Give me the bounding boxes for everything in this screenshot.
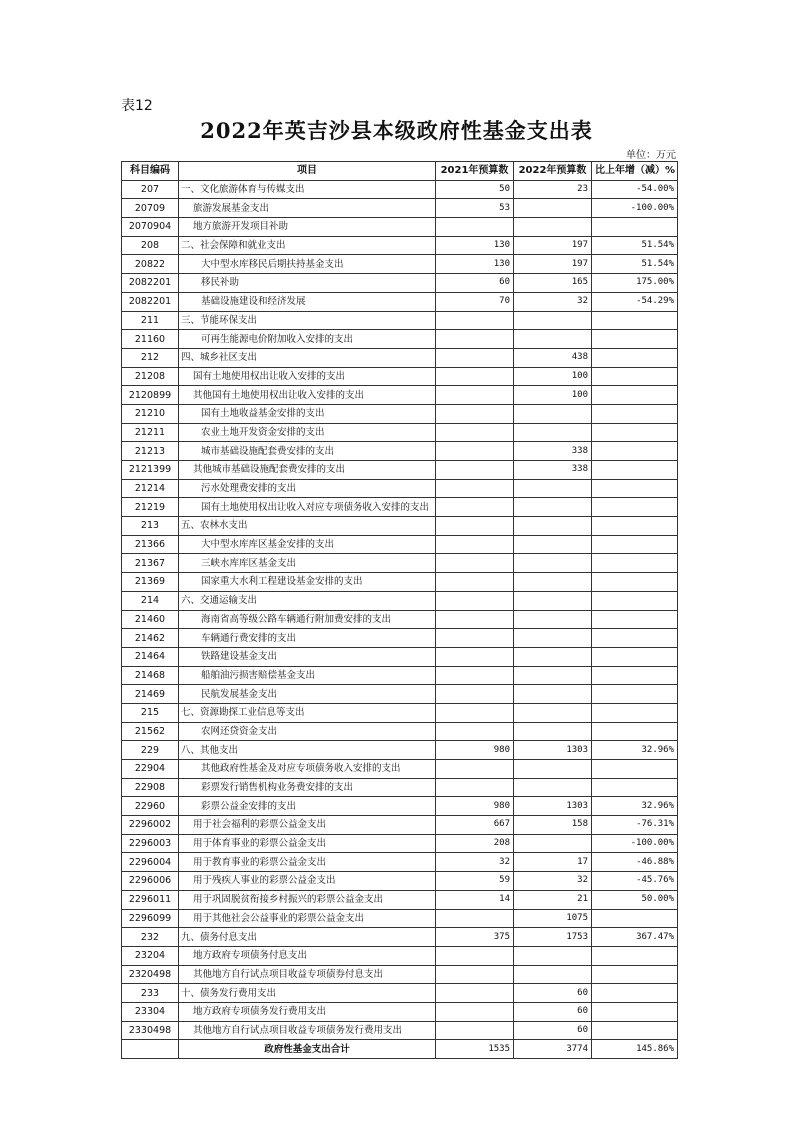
total-row	[122, 1040, 678, 1059]
row-2022-value: 1303	[514, 741, 592, 760]
row-code: 22908	[122, 778, 179, 797]
row-2022-value	[514, 778, 592, 797]
row-item-name: 移民补助	[179, 274, 436, 293]
row-code: 2320498	[122, 965, 179, 984]
table-row	[122, 1002, 678, 1021]
row-2022-value: 60	[514, 984, 592, 1003]
row-code: 2296002	[122, 816, 179, 835]
table-row	[122, 778, 678, 797]
unit-label: 单位：万元	[626, 150, 676, 161]
row-code: 207	[122, 180, 179, 199]
row-2022-value	[514, 629, 592, 648]
row-2021-value	[436, 573, 514, 592]
table-row	[122, 666, 678, 685]
row-2022-value	[514, 330, 592, 349]
row-item-name: 大中型水库移民后期扶持基金支出	[179, 255, 436, 274]
row-2022-value: 32	[514, 292, 592, 311]
row-2022-value: 197	[514, 236, 592, 255]
row-change-value	[592, 573, 678, 592]
table-row	[122, 292, 678, 311]
row-2022-value	[514, 760, 592, 779]
row-2022-value: 100	[514, 386, 592, 405]
row-2022-value	[514, 591, 592, 610]
row-code: 21160	[122, 330, 179, 349]
row-2021-value	[436, 647, 514, 666]
row-2021-value: 50	[436, 180, 514, 199]
table-row	[122, 199, 678, 218]
table-row	[122, 722, 678, 741]
row-change-value	[592, 909, 678, 928]
row-2022-value: 1303	[514, 797, 592, 816]
table-row	[122, 423, 678, 442]
table-row	[122, 890, 678, 909]
row-2022-value	[514, 554, 592, 573]
row-change-value: 32.96%	[592, 797, 678, 816]
row-2021-value	[436, 461, 514, 480]
row-change-value	[592, 404, 678, 423]
table-row	[122, 984, 678, 1003]
row-code: 2296006	[122, 872, 179, 891]
table-row	[122, 218, 678, 237]
row-code: 229	[122, 741, 179, 760]
table-row	[122, 797, 678, 816]
row-item-name: 污水处理费安排的支出	[179, 479, 436, 498]
row-2021-value: 667	[436, 816, 514, 835]
row-change-value: -100.00%	[592, 834, 678, 853]
row-item-name: 用于残疾人事业的彩票公益金支出	[179, 872, 436, 891]
row-change-value	[592, 554, 678, 573]
table-row	[122, 591, 678, 610]
row-change-value	[592, 535, 678, 554]
row-code: 21211	[122, 423, 179, 442]
budget-table	[121, 161, 678, 1059]
header-code: 科目编码	[122, 162, 179, 181]
row-item-name: 二、社会保障和就业支出	[179, 236, 436, 255]
row-change-value	[592, 1021, 678, 1040]
row-2021-value	[436, 498, 514, 517]
row-2022-value	[514, 404, 592, 423]
table-row	[122, 236, 678, 255]
row-2022-value: 1753	[514, 928, 592, 947]
row-2021-value	[436, 666, 514, 685]
row-2021-value	[436, 348, 514, 367]
row-item-name: 用于其他社会公益事业的彩票公益金支出	[179, 909, 436, 928]
row-2022-value: 21	[514, 890, 592, 909]
row-change-value: -54.29%	[592, 292, 678, 311]
row-2021-value	[436, 629, 514, 648]
row-item-name: 可再生能源电价附加收入安排的支出	[179, 330, 436, 349]
row-2021-value: 130	[436, 255, 514, 274]
row-item-name: 农业土地开发资金安排的支出	[179, 423, 436, 442]
row-2021-value: 980	[436, 741, 514, 760]
table-row	[122, 853, 678, 872]
row-2022-value	[514, 423, 592, 442]
row-code: 20822	[122, 255, 179, 274]
table-row	[122, 180, 678, 199]
row-item-name: 一、文化旅游体育与传媒支出	[179, 180, 436, 199]
row-change-value: -76.31%	[592, 816, 678, 835]
row-2021-value: 53	[436, 199, 514, 218]
row-item-name: 国有土地使用权出让收入对应专项债务收入安排的支出	[179, 498, 436, 517]
row-item-name: 民航发展基金支出	[179, 685, 436, 704]
row-2022-value: 338	[514, 442, 592, 461]
row-2021-value	[436, 760, 514, 779]
row-item-name: 国有土地使用权出让收入安排的支出	[179, 367, 436, 386]
row-2021-value	[436, 404, 514, 423]
table-row	[122, 573, 678, 592]
row-change-value	[592, 386, 678, 405]
row-2022-value	[514, 685, 592, 704]
table-row	[122, 909, 678, 928]
row-2021-value: 14	[436, 890, 514, 909]
row-item-name: 三峡水库库区基金支出	[179, 554, 436, 573]
table-header-row	[122, 162, 678, 181]
row-2021-value	[436, 367, 514, 386]
row-change-value	[592, 498, 678, 517]
total-2022: 3774	[514, 1040, 592, 1059]
row-change-value	[592, 685, 678, 704]
row-change-value: 367.47%	[592, 928, 678, 947]
row-2022-value	[514, 834, 592, 853]
table-row	[122, 703, 678, 722]
row-item-name: 海南省高等级公路车辆通行附加费安排的支出	[179, 610, 436, 629]
row-2021-value	[436, 330, 514, 349]
row-change-value	[592, 1002, 678, 1021]
row-code: 21462	[122, 629, 179, 648]
header-2021: 2021年预算数	[436, 162, 514, 181]
table-number: 表12	[121, 98, 153, 114]
row-code: 21210	[122, 404, 179, 423]
row-2022-value: 197	[514, 255, 592, 274]
row-2021-value	[436, 442, 514, 461]
row-item-name: 其他地方自行试点项目收益专项债券付息支出	[179, 965, 436, 984]
row-2021-value	[436, 591, 514, 610]
row-item-name: 其他地方自行试点项目收益专项债务发行费用支出	[179, 1021, 436, 1040]
total-code-cell	[122, 1040, 179, 1059]
row-item-name: 彩票发行销售机构业务费安排的支出	[179, 778, 436, 797]
table-row	[122, 647, 678, 666]
row-code: 2070904	[122, 218, 179, 237]
total-change: 145.86%	[592, 1040, 678, 1059]
row-code: 21219	[122, 498, 179, 517]
row-2022-value	[514, 965, 592, 984]
row-item-name: 其他国有土地使用权出让收入安排的支出	[179, 386, 436, 405]
row-2021-value	[436, 218, 514, 237]
row-change-value	[592, 311, 678, 330]
row-code: 214	[122, 591, 179, 610]
row-change-value	[592, 330, 678, 349]
row-code: 20709	[122, 199, 179, 218]
row-2021-value	[436, 946, 514, 965]
table-row	[122, 629, 678, 648]
row-change-value: 32.96%	[592, 741, 678, 760]
row-change-value: -54.00%	[592, 180, 678, 199]
row-item-name: 国家重大水利工程建设基金安排的支出	[179, 573, 436, 592]
row-item-name: 七、资源勘探工业信息等支出	[179, 703, 436, 722]
row-2022-value: 60	[514, 1021, 592, 1040]
row-code: 232	[122, 928, 179, 947]
row-change-value	[592, 423, 678, 442]
row-2022-value: 17	[514, 853, 592, 872]
row-item-name: 五、农林水支出	[179, 517, 436, 536]
row-2022-value	[514, 946, 592, 965]
row-2022-value: 158	[514, 816, 592, 835]
row-2022-value: 100	[514, 367, 592, 386]
row-code: 21366	[122, 535, 179, 554]
row-item-name: 彩票公益金安排的支出	[179, 797, 436, 816]
row-item-name: 城市基础设施配套费安排的支出	[179, 442, 436, 461]
row-change-value	[592, 218, 678, 237]
row-code: 21367	[122, 554, 179, 573]
row-change-value	[592, 984, 678, 1003]
row-2021-value: 60	[436, 274, 514, 293]
table-row	[122, 965, 678, 984]
row-change-value	[592, 517, 678, 536]
table-row	[122, 348, 678, 367]
row-change-value: -46.88%	[592, 853, 678, 872]
row-change-value	[592, 703, 678, 722]
row-code: 2296004	[122, 853, 179, 872]
row-2022-value	[514, 517, 592, 536]
table-row	[122, 872, 678, 891]
row-code: 2121399	[122, 461, 179, 480]
table-row	[122, 610, 678, 629]
row-2022-value: 60	[514, 1002, 592, 1021]
total-label: 政府性基金支出合计	[179, 1040, 436, 1059]
row-change-value: -100.00%	[592, 199, 678, 218]
row-item-name: 八、其他支出	[179, 741, 436, 760]
table-row	[122, 330, 678, 349]
table-row	[122, 479, 678, 498]
table-row	[122, 274, 678, 293]
row-item-name: 其他城市基础设施配套费安排的支出	[179, 461, 436, 480]
row-code: 2330498	[122, 1021, 179, 1040]
table-row	[122, 386, 678, 405]
row-change-value	[592, 722, 678, 741]
row-2021-value	[436, 311, 514, 330]
row-2021-value	[436, 778, 514, 797]
table-row	[122, 517, 678, 536]
table-row	[122, 442, 678, 461]
row-item-name: 十、债务发行费用支出	[179, 984, 436, 1003]
row-2022-value	[514, 498, 592, 517]
row-code: 21369	[122, 573, 179, 592]
row-code: 23304	[122, 1002, 179, 1021]
row-change-value	[592, 629, 678, 648]
table-row	[122, 928, 678, 947]
row-2021-value	[436, 610, 514, 629]
row-item-name: 用于社会福利的彩票公益金支出	[179, 816, 436, 835]
row-2021-value	[436, 722, 514, 741]
row-change-value	[592, 591, 678, 610]
row-item-name: 旅游发展基金支出	[179, 199, 436, 218]
row-2022-value: 438	[514, 348, 592, 367]
row-change-value: 51.54%	[592, 255, 678, 274]
row-change-value	[592, 666, 678, 685]
row-2022-value	[514, 610, 592, 629]
row-code: 21460	[122, 610, 179, 629]
row-code: 213	[122, 517, 179, 536]
row-change-value	[592, 647, 678, 666]
row-code: 2120899	[122, 386, 179, 405]
row-2022-value	[514, 218, 592, 237]
row-2021-value	[436, 703, 514, 722]
row-code: 21464	[122, 647, 179, 666]
row-2022-value	[514, 479, 592, 498]
row-change-value	[592, 442, 678, 461]
row-2022-value	[514, 703, 592, 722]
header-item: 项目	[179, 162, 436, 181]
row-code: 22960	[122, 797, 179, 816]
table-row	[122, 685, 678, 704]
row-change-value: 51.54%	[592, 236, 678, 255]
table-row	[122, 554, 678, 573]
header-2022: 2022年预算数	[514, 162, 592, 181]
row-code: 2296099	[122, 909, 179, 928]
row-item-name: 三、节能环保支出	[179, 311, 436, 330]
table-row	[122, 946, 678, 965]
row-item-name: 基础设施建设和经济发展	[179, 292, 436, 311]
row-code: 2082201	[122, 274, 179, 293]
table-row	[122, 535, 678, 554]
row-item-name: 地方政府专项债务发行费用支出	[179, 1002, 436, 1021]
row-change-value: 175.00%	[592, 274, 678, 293]
total-2021: 1535	[436, 1040, 514, 1059]
row-2022-value	[514, 311, 592, 330]
row-item-name: 农网还贷资金支出	[179, 722, 436, 741]
row-code: 2296003	[122, 834, 179, 853]
row-2021-value	[436, 517, 514, 536]
row-code: 21562	[122, 722, 179, 741]
row-2022-value: 338	[514, 461, 592, 480]
row-2021-value: 375	[436, 928, 514, 947]
row-2021-value	[436, 1002, 514, 1021]
row-item-name: 四、城乡社区支出	[179, 348, 436, 367]
row-2022-value	[514, 535, 592, 554]
row-2022-value	[514, 666, 592, 685]
row-2022-value: 165	[514, 274, 592, 293]
row-item-name: 用于体育事业的彩票公益金支出	[179, 834, 436, 853]
row-2021-value: 130	[436, 236, 514, 255]
header-change: 比上年增（减）%	[592, 162, 678, 181]
row-2021-value	[436, 535, 514, 554]
row-change-value: 50.00%	[592, 890, 678, 909]
table-row	[122, 367, 678, 386]
row-2021-value	[436, 479, 514, 498]
row-item-name: 用于教育事业的彩票公益金支出	[179, 853, 436, 872]
row-code: 2296011	[122, 890, 179, 909]
row-code: 21469	[122, 685, 179, 704]
table-row	[122, 834, 678, 853]
row-code: 2082201	[122, 292, 179, 311]
row-2021-value: 32	[436, 853, 514, 872]
row-2021-value	[436, 386, 514, 405]
row-change-value	[592, 348, 678, 367]
row-2021-value	[436, 984, 514, 1003]
row-item-name: 地方旅游开发项目补助	[179, 218, 436, 237]
row-item-name: 铁路建设基金支出	[179, 647, 436, 666]
row-2021-value	[436, 909, 514, 928]
row-2022-value: 1075	[514, 909, 592, 928]
row-2021-value	[436, 554, 514, 573]
table-row	[122, 255, 678, 274]
row-2021-value: 980	[436, 797, 514, 816]
table-row	[122, 760, 678, 779]
row-change-value: -45.76%	[592, 872, 678, 891]
row-2022-value	[514, 573, 592, 592]
row-code: 212	[122, 348, 179, 367]
row-2021-value	[436, 423, 514, 442]
row-item-name: 车辆通行费安排的支出	[179, 629, 436, 648]
row-item-name: 用于巩固脱贫衔接乡村振兴的彩票公益金支出	[179, 890, 436, 909]
row-code: 208	[122, 236, 179, 255]
row-code: 23204	[122, 946, 179, 965]
row-change-value	[592, 367, 678, 386]
row-2021-value: 208	[436, 834, 514, 853]
row-change-value	[592, 610, 678, 629]
row-item-name: 九、债务付息支出	[179, 928, 436, 947]
row-code: 233	[122, 984, 179, 1003]
row-item-name: 六、交通运输支出	[179, 591, 436, 610]
row-code: 21468	[122, 666, 179, 685]
row-change-value	[592, 479, 678, 498]
page-title: 2022年英吉沙县本级政府性基金支出表	[200, 118, 593, 143]
row-code: 21208	[122, 367, 179, 386]
row-code: 22904	[122, 760, 179, 779]
row-2022-value	[514, 647, 592, 666]
table-row	[122, 311, 678, 330]
row-change-value	[592, 760, 678, 779]
row-2022-value	[514, 199, 592, 218]
row-item-name: 船舶油污损害赔偿基金支出	[179, 666, 436, 685]
row-2022-value: 32	[514, 872, 592, 891]
row-code: 215	[122, 703, 179, 722]
row-item-name: 大中型水库库区基金安排的支出	[179, 535, 436, 554]
row-2021-value	[436, 965, 514, 984]
table-row	[122, 461, 678, 480]
table-row	[122, 1021, 678, 1040]
row-2021-value: 59	[436, 872, 514, 891]
row-2021-value: 70	[436, 292, 514, 311]
row-2021-value	[436, 1021, 514, 1040]
row-change-value	[592, 778, 678, 797]
row-item-name: 国有土地收益基金安排的支出	[179, 404, 436, 423]
row-2022-value	[514, 722, 592, 741]
row-change-value	[592, 965, 678, 984]
table-row	[122, 498, 678, 517]
row-2022-value: 23	[514, 180, 592, 199]
table-row	[122, 741, 678, 760]
table-row	[122, 816, 678, 835]
row-code: 21214	[122, 479, 179, 498]
table-row	[122, 404, 678, 423]
row-item-name: 地方政府专项债务付息支出	[179, 946, 436, 965]
row-item-name: 其他政府性基金及对应专项债务收入安排的支出	[179, 760, 436, 779]
row-change-value	[592, 946, 678, 965]
row-change-value	[592, 461, 678, 480]
row-2021-value	[436, 685, 514, 704]
row-code: 21213	[122, 442, 179, 461]
row-code: 211	[122, 311, 179, 330]
